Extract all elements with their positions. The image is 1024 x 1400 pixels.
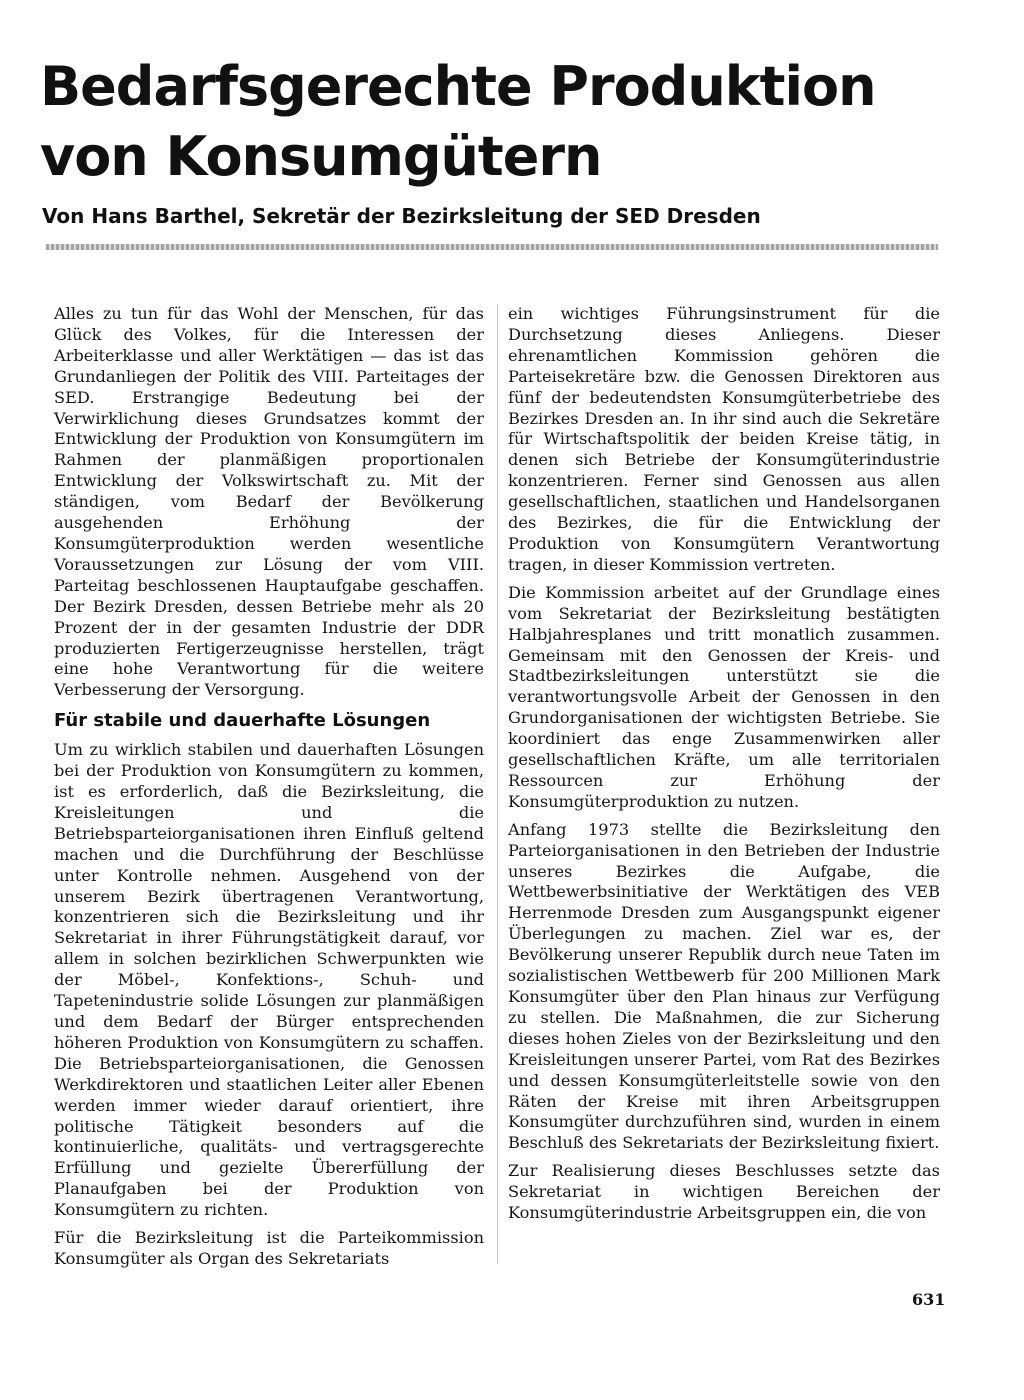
paragraph: ein wichtiges Führungsinstrument für die Durchsetzung dieses Anliegens. Dieser ehrenamtlichen Kommission gehören die Parteisekretäre bzw. die Genossen Direktoren aus fünf der bedeutendsten Konsumgüterbetriebe des Bezirkes Dresden an. In ihr sind auch die Sekretäre für Wirtschaftspolitik der beiden Kreise tätig, in denen sich Betriebe der Konsumgüterindustrie konzentrieren. Ferner sind Genossen aus allen gesellschaftlichen, staatlichen und Handelsorganen des Bezirkes, die für die Entwicklung der Produktion von Konsumgütern Verantwortung tragen, in dieser Kommission vertreten.	[508, 304, 940, 574]
paragraph: Alles zu tun für das Wohl der Menschen, für das Glück des Volkes, für die Interessen der Arbeiterklasse und aller Werktätigen — das ist das Grundanliegen der Politik des VIII. Parteitages der SED. Erstrangige Bedeutung bei der Verwirklichung dieses Grundsatzes kommt der Entwicklung der Produktion von Konsumgütern im Rahmen der planmäßigen proportionalen Entwicklung der Volkswirtschaft zu. Mit der ständigen, vom Bedarf der Bevölkerung ausgehenden Erhöhung der Konsumgüterproduktion werden wesentliche Voraussetzungen zur Lösung der vom VIII. Parteitag beschlossenen Hauptaufgabe geschaffen. Der Bezirk Dresden, dessen Betriebe mehr als 20 Prozent der in der gesamten Industrie der DDR produzierten Fertigerzeugnisse herstellen, trägt eine hohe Verantwortung für die weitere Verbesserung der Versorgung.	[54, 304, 484, 700]
paragraph: Die Kommission arbeitet auf der Grundlage eines vom Sekretariat der Bezirksleitung bestätigten Halbjahresplanes und tritt monatlich zusammen. Gemeinsam mit den Genossen der Kreis- und Stadtbezirksleitungen unterstützt sie die verantwortungsvolle Arbeit der Genossen in den Grundorganisationen der wichtigsten Betriebe. Sie koordiniert das enge Zusammenwirken aller gesellschaftlichen Kräfte, um alle territorialen Ressourcen zur Erhöhung der Konsumgüterproduktion zu nutzen.	[508, 582, 940, 811]
right-column	[508, 304, 940, 1231]
paragraph: Zur Realisierung dieses Beschlusses setzte das Sekretariat in wichtigen Bereichen der Konsumgüterindustrie Arbeitsgruppen ein, die von	[508, 1161, 940, 1223]
page-number: 631	[912, 1290, 946, 1309]
section-heading: Für stabile und dauerhafte Lösungen	[54, 710, 431, 732]
paragraph: Für die Bezirksleitung ist die Parteikommission Konsumgüter als Organ des Sekretariats	[54, 1228, 484, 1268]
title-rule	[46, 244, 938, 250]
paragraph: Um zu wirklich stabilen und dauerhaften Lösungen bei der Produktion von Konsumgütern zu kommen, ist es erforderlich, daß die Bezirksleitung, die Kreisleitungen und die Betriebsparteiorganisationen ihren Einfluß geltend machen und die Durchführung der Beschlüsse unter Kontrolle nehmen. Ausgehend von der unserem Bezirk übertragenen Verantwortung, konzentrieren sich die Bezirksleitung und ihr Sekretariat in ihrer Führungstätigkeit darauf, vor allem in solchen bezirklichen Schwerpunkten wie der Möbel-, Konfektions-, Schuh- und Tapetenindustrie solide Lösungen zur planmäßigen und dem Bedarf der Bürger entsprechenden höheren Produktion von Konsumgütern zu schaffen. Die Betriebsparteiorganisationen, die Genossen Werkdirektoren und staatlichen Leiter aller Ebenen werden immer wieder darauf orientiert, ihre politische Tätigkeit besonders auf die kontinuierliche, qualitäts- und vertragsgerechte Erfüllung und gezielte Übererfüllung der Planaufgaben bei der Produktion von Konsumgütern zu richten.	[54, 740, 484, 1220]
left-column	[54, 304, 484, 1277]
article-title: Bedarfsgerechte Produktion von Konsumgütern	[40, 55, 876, 188]
article-byline: Von Hans Barthel, Sekretär der Bezirksleitung der SED Dresden	[42, 204, 761, 228]
paragraph: Anfang 1973 stellte die Bezirksleitung den Parteiorganisationen in den Betrieben der Industrie unseres Bezirkes die Aufgabe, die Wettbewerbsinitiative der Werktätigen des VEB Herrenmode Dresden zum Ausgangspunkt eigener Überlegungen zu machen. Ziel war es, der Bevölkerung unserer Republik durch neue Taten im sozialistischen Wettbewerb für 200 Millionen Mark Konsumgüter über den Plan hinaus zur Verfügung zu stellen. Die Maßnahmen, die zur Sicherung dieses hohen Zieles von der Bezirksleitung und den Kreisleitungen unserer Partei, vom Rat des Bezirkes und dessen Konsumgüterleitstelle sowie von den Räten der Kreise mit ihren Arbeitsgruppen Konsumgüter durchzuführen sind, wurden in einem Beschluß des Sekretariats der Bezirksleitung fixiert.	[508, 819, 940, 1153]
column-divider	[497, 304, 498, 1264]
